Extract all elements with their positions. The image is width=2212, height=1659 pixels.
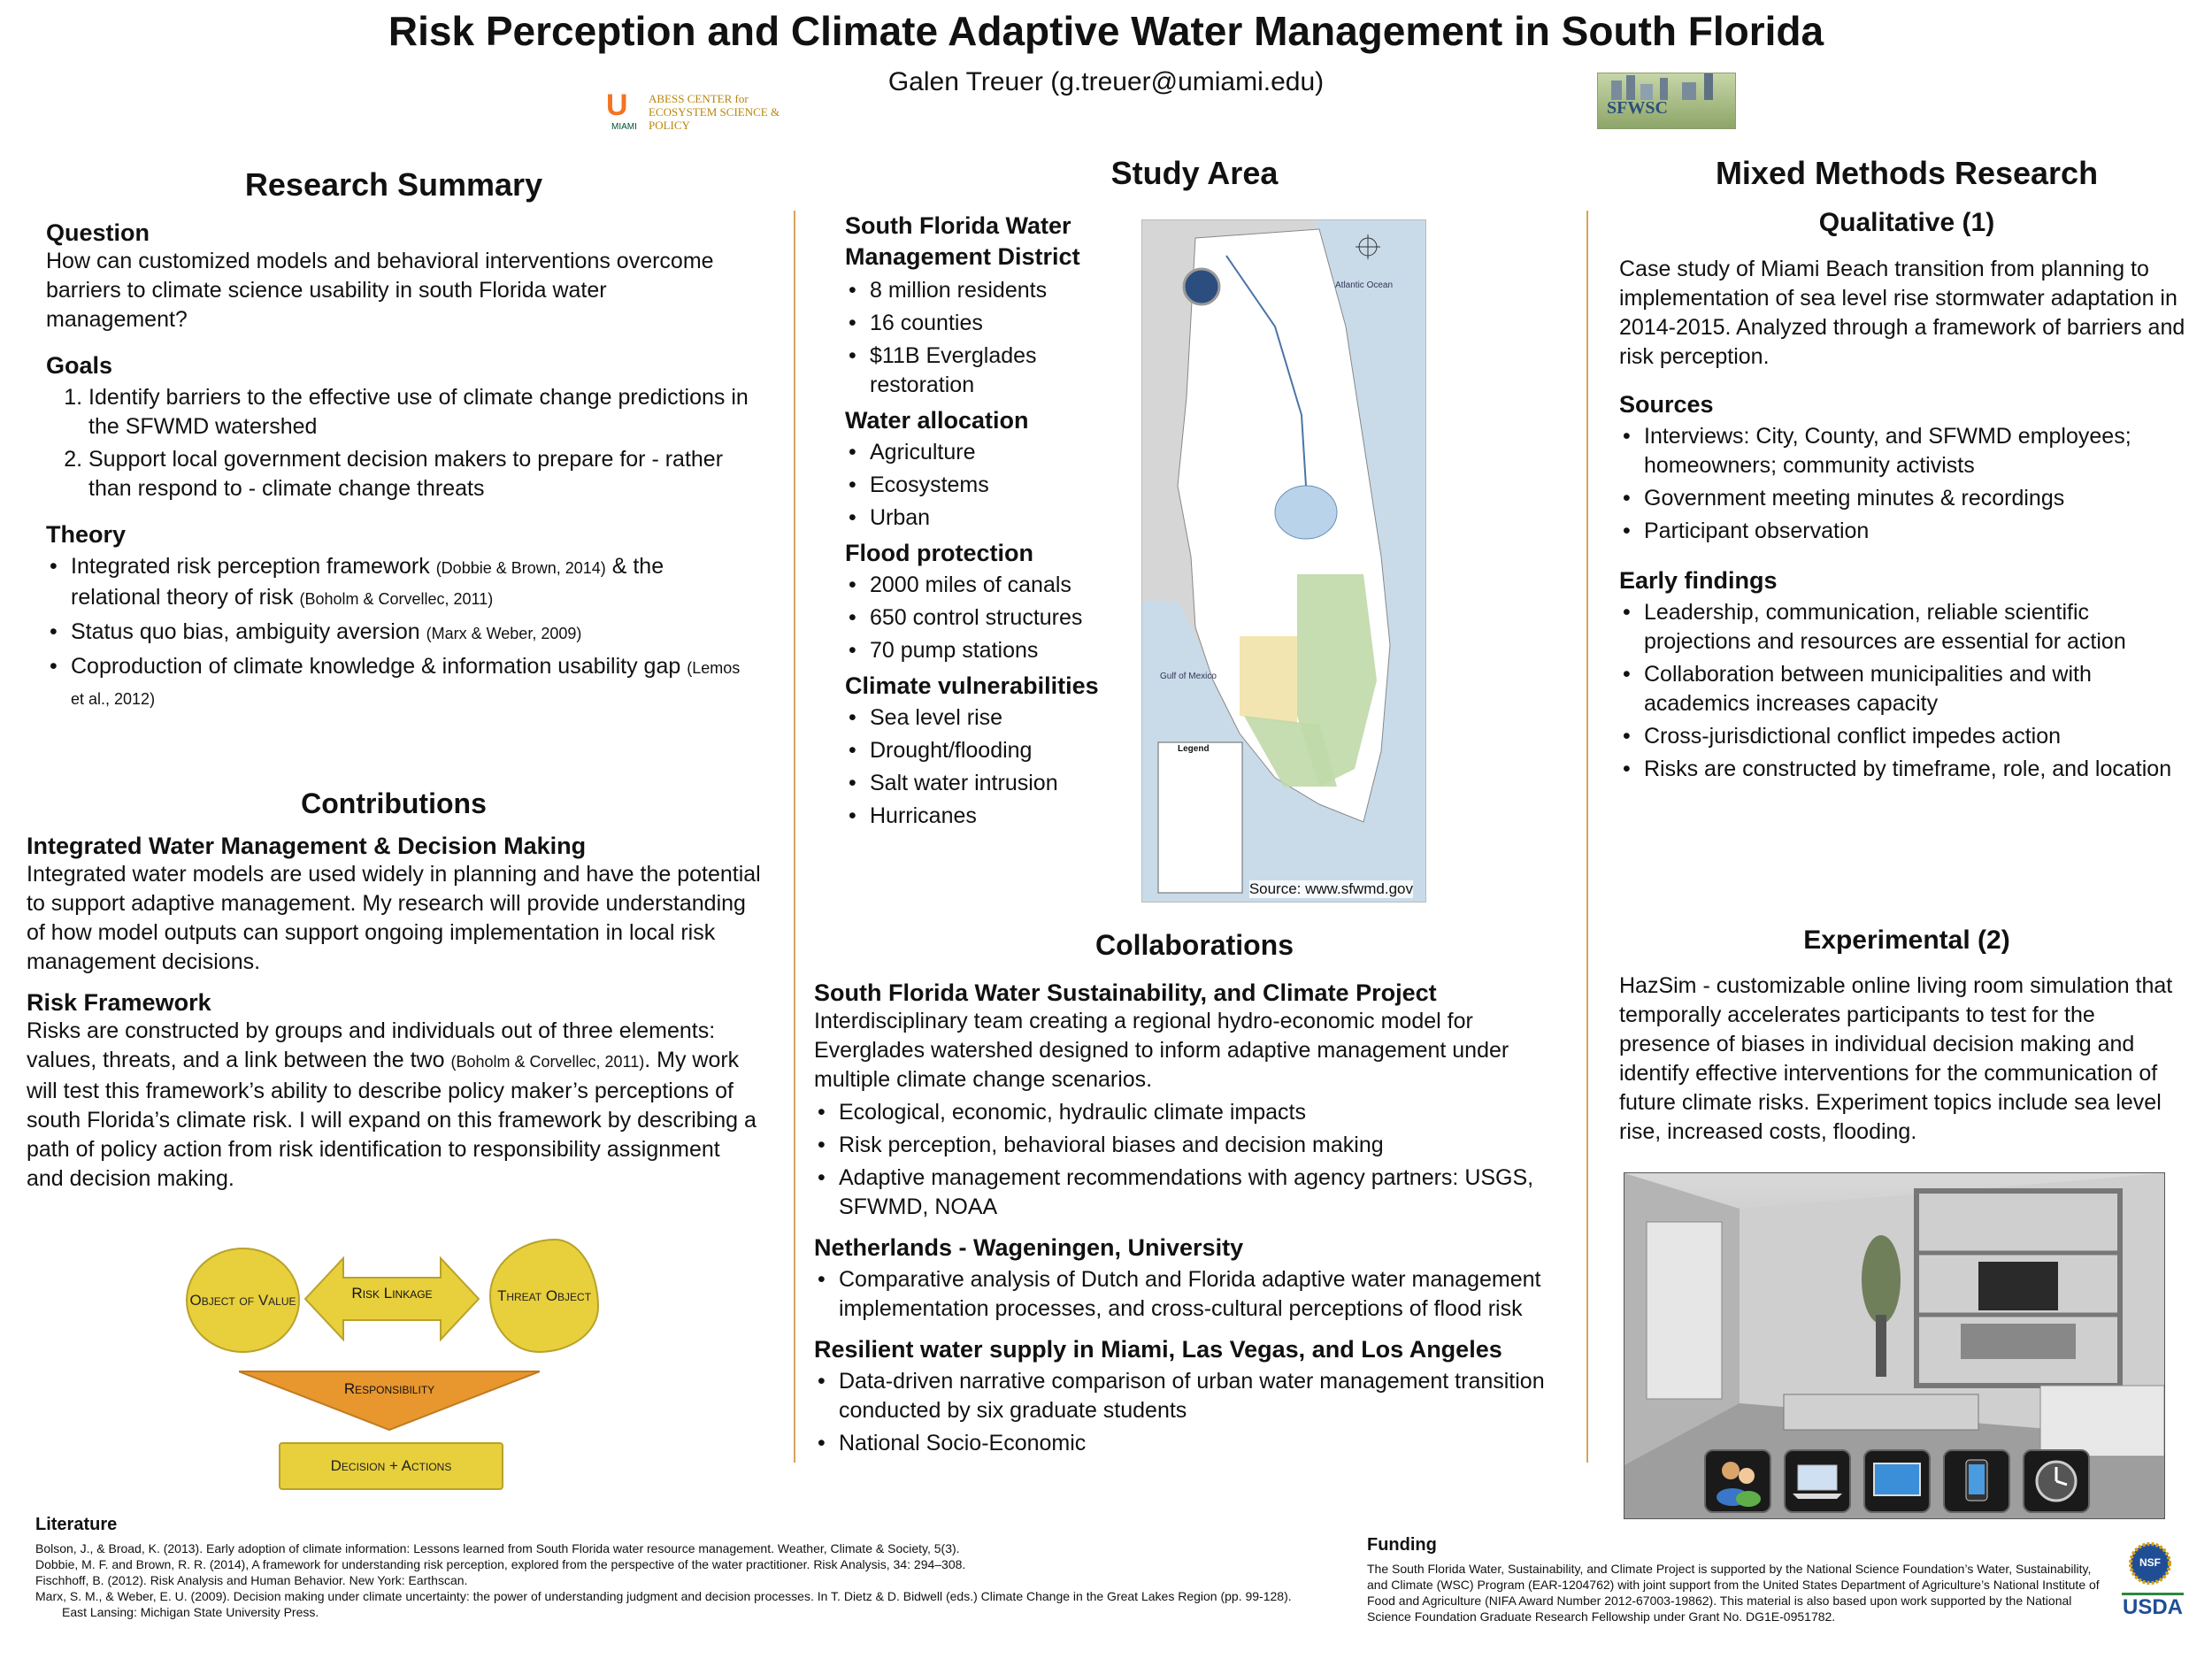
literature-section bbox=[35, 1515, 1292, 1620]
column-rule-left bbox=[794, 211, 795, 1463]
contributions-heading: Contributions bbox=[301, 787, 487, 819]
poster-title: Risk Perception and Climate Adaptive Water Management in South Florida bbox=[388, 8, 1824, 54]
sfwsc-logo-text: SFWSC bbox=[1607, 98, 1668, 118]
risk-framework-citation: (Boholm & Corvellec, 2011) bbox=[450, 1053, 645, 1071]
um-u-mark: U bbox=[606, 88, 628, 122]
theory-citation: (Marx & Weber, 2009) bbox=[426, 625, 582, 642]
qualitative-heading: Qualitative (1) bbox=[1818, 208, 1995, 237]
um-miami-text: MIAMI bbox=[611, 122, 637, 132]
theory-item bbox=[71, 618, 752, 649]
goal-item: 2. Support local government decision makers to prepare for - rather than respond to - climate change threats bbox=[88, 445, 752, 503]
sfwsc-logo bbox=[1597, 73, 1736, 129]
climate-item: • Drought/flooding bbox=[870, 736, 1137, 765]
allocation-item: • Ecosystems bbox=[870, 471, 1137, 500]
research-summary-heading: Research Summary bbox=[244, 166, 543, 203]
sfwsc-project-list bbox=[814, 1098, 1575, 1222]
sfwsc-project-item: • Risk perception, behavioral biases and decision making bbox=[839, 1131, 1575, 1160]
theory-heading: Theory bbox=[46, 521, 127, 548]
findings-item: • Cross-jurisdictional conflict impedes action bbox=[1644, 722, 2190, 751]
theory-item bbox=[71, 552, 752, 614]
abess-center-text: ABESS CENTER for ECOSYSTEM SCIENCE & POLICY bbox=[649, 92, 780, 132]
district-item: • 8 million residents bbox=[870, 276, 1137, 305]
allocation-item: • Urban bbox=[870, 503, 1137, 533]
experimental-text: HazSim - customizable online living room simulation that temporally accelerates participants to test for the presence of biases in individual decision making and identify effective interventions for the communication of future climate risks. Experiment topics include sea level rise, increased costs, flooding. bbox=[1619, 973, 2173, 1144]
findings-list bbox=[1619, 598, 2190, 784]
theory-text: Status quo bias, ambiguity aversion bbox=[71, 619, 426, 644]
resilient-water-heading: Resilient water supply in Miami, Las Vegas, and Los Angeles bbox=[814, 1336, 1502, 1363]
nsf-logo-text: NSF bbox=[2139, 1556, 2161, 1569]
funding-heading: Funding bbox=[1367, 1535, 1437, 1555]
experimental-heading-wrap bbox=[1606, 926, 2208, 956]
research-summary-section bbox=[35, 166, 752, 718]
findings-item: • Leadership, communication, reliable scientific projections and resources are essential for action bbox=[1644, 598, 2190, 657]
poster-author: Galen Treuer (g.treuer@umiami.edu) bbox=[887, 67, 1325, 96]
usda-logo: USDA bbox=[2122, 1593, 2184, 1620]
nsf-logo bbox=[2128, 1541, 2172, 1586]
findings-heading: Early findings bbox=[1619, 567, 1778, 594]
goals-list bbox=[46, 383, 752, 503]
mixed-methods-section bbox=[1606, 155, 2208, 238]
risk-linkage-label: Risk Linkage bbox=[351, 1285, 433, 1302]
literature-item: Marx, S. M., & Weber, E. U. (2009). Decision making under climate uncertainty: the power of understanding judgment and decision processes. In T. Dietz & D. Bidwell (eds.) Climate Change in the Great Lakes Region (pp. 99-128). East Lansing: Michigan State University Press. bbox=[35, 1589, 1292, 1619]
climate-list bbox=[845, 703, 1137, 831]
collaborations-section bbox=[814, 929, 1575, 1462]
decision-actions-box: Decision + Actions bbox=[279, 1442, 503, 1490]
sfwmd-map bbox=[1141, 219, 1426, 902]
time-machine-icon[interactable] bbox=[2023, 1449, 2090, 1513]
climate-item: • Sea level rise bbox=[870, 703, 1137, 733]
flood-heading: Flood protection bbox=[845, 540, 1033, 566]
flood-item: • 70 pump stations bbox=[870, 636, 1137, 665]
study-area-heading: Study Area bbox=[1110, 155, 1279, 191]
funding-section bbox=[1367, 1535, 2110, 1624]
laptop-icon[interactable] bbox=[1784, 1449, 1851, 1513]
risk-framework-text bbox=[27, 1017, 761, 1194]
resilient-water-item: • Data-driven narrative comparison of urban water management transition conducted by six graduate students bbox=[839, 1367, 1575, 1425]
qualitative-text: Case study of Miami Beach transition from planning to implementation of sea level rise stormwater adaptation in 2014-2015. Analyzed through a framework of barriers and risk perception. bbox=[1619, 257, 2185, 369]
theory-citation: (Dobbie & Brown, 2014) bbox=[435, 559, 606, 577]
responsibility-triangle bbox=[239, 1370, 540, 1432]
literature-heading: Literature bbox=[35, 1515, 118, 1534]
risk-framework-heading: Risk Framework bbox=[27, 989, 211, 1016]
study-area-heading-wrap bbox=[1035, 155, 1354, 192]
iwm-heading: Integrated Water Management & Decision Making bbox=[27, 833, 587, 859]
flood-item: • 650 control structures bbox=[870, 603, 1137, 633]
theory-text: Integrated risk perception framework bbox=[71, 554, 436, 579]
monitor-icon[interactable] bbox=[1863, 1449, 1931, 1513]
resilient-water-item: • National Socio-Economic bbox=[839, 1429, 1575, 1458]
findings-item: • Risks are constructed by timeframe, role, and location bbox=[1644, 755, 2190, 784]
phone-icon[interactable] bbox=[1943, 1449, 2010, 1513]
theory-item bbox=[71, 652, 752, 714]
sfwsc-project-text: Interdisciplinary team creating a regional hydro-economic model for Everglades watershed designed to inform adaptive management under multiple climate change scenarios. bbox=[814, 1009, 1509, 1092]
threat-object-shape: Threat Object bbox=[489, 1239, 599, 1353]
district-heading: South Florida Water Management District bbox=[845, 212, 1080, 270]
map-legend-label: Legend bbox=[1178, 744, 1210, 754]
risk-framework-text-part: Risks are constructed by groups and individuals out of three elements: values, threats, and a link between the two bbox=[27, 1018, 716, 1072]
sfwsc-project-item: • Adaptive management recommendations with agency partners: USGS, SFWMD, NOAA bbox=[839, 1164, 1575, 1222]
people-icon[interactable] bbox=[1704, 1449, 1771, 1513]
sfwsc-project-heading: South Florida Water Sustainability, and Climate Project bbox=[814, 979, 1437, 1006]
climate-item: • Hurricanes bbox=[870, 802, 1137, 831]
sources-list bbox=[1619, 422, 2190, 546]
theory-text: & the relational theory of risk bbox=[71, 554, 664, 610]
goals-heading: Goals bbox=[46, 352, 113, 379]
findings-item: • Collaboration between municipalities and with academics increases capacity bbox=[1644, 660, 2190, 718]
funding-text: The South Florida Water, Sustainability, and Climate Project is supported by the National Science Foundation’s Water, Sustainability, and Climate (WSC) Program (EAR-1204762) with joint support from the United States Department of Agriculture’s National Institute of Food and Agriculture (NIFA Award Number 2012-67003-19862). This material is also based upon work supported by the National Science Foundation Graduate Research Fellowship under Grant No. DG1E-0951782. bbox=[1367, 1562, 2100, 1624]
florida-map-illustration bbox=[1142, 220, 1425, 902]
theory-citation: (Boholm & Corvellec, 2011) bbox=[299, 590, 494, 608]
question-heading: Question bbox=[46, 219, 150, 246]
collaborations-heading: Collaborations bbox=[1094, 929, 1294, 961]
district-item: • $11B Everglades restoration bbox=[870, 342, 1137, 400]
theory-citation: (Lemos et al., 2012) bbox=[71, 659, 741, 708]
sources-item: • Interviews: City, County, and SFWMD employees; homeowners; community activists bbox=[1644, 422, 2190, 480]
experimental-heading: Experimental (2) bbox=[1803, 926, 2010, 955]
atlantic-ocean-label: Atlantic Ocean bbox=[1335, 280, 1394, 290]
district-list bbox=[845, 276, 1137, 400]
flood-item: • 2000 miles of canals bbox=[870, 571, 1137, 600]
skyline-icon bbox=[1598, 73, 1735, 100]
netherlands-list bbox=[814, 1265, 1575, 1324]
sources-item: • Government meeting minutes & recordings bbox=[1644, 484, 2190, 513]
hazsim-room-image bbox=[1624, 1172, 2165, 1519]
gulf-of-mexico-label: Gulf of Mexico bbox=[1160, 672, 1217, 681]
map-source-caption: Source: www.sfwmd.gov bbox=[1248, 880, 1413, 897]
theory-text: Coproduction of climate knowledge & information usability gap bbox=[71, 654, 687, 679]
contributions-section bbox=[27, 787, 761, 1194]
literature-item: Fischhoff, B. (2012). Risk Analysis and Human Behavior. New York: Earthscan. bbox=[35, 1573, 468, 1587]
resilient-water-list bbox=[814, 1367, 1575, 1458]
risk-framework-text-part: . My work will test this framework’s ability to describe policy maker’s perceptions of south Florida’s climate risk. I will expand on this framework by describing a path of policy action from risk identification to responsibility assignment and decision making. bbox=[27, 1048, 757, 1191]
study-area-list bbox=[845, 211, 1137, 834]
netherlands-heading: Netherlands - Wageningen, University bbox=[814, 1234, 1244, 1261]
allocation-heading: Water allocation bbox=[845, 407, 1029, 434]
literature-item: Bolson, J., & Broad, K. (2013). Early adoption of climate information: Lessons learned from South Florida water resource management. Weather, Climate & Society, 5(3). bbox=[35, 1541, 960, 1555]
netherlands-item: • Comparative analysis of Dutch and Florida adaptive water management implementation processes, and cross-cultural perceptions of flood risk bbox=[839, 1265, 1575, 1324]
qualitative-section bbox=[1619, 255, 2190, 787]
object-of-value-shape: Object of Value bbox=[186, 1248, 300, 1353]
iwm-text: Integrated water models are used widely in planning and have the potential to support adaptive management. My research will provide understanding of how model outputs can support ongoing implementation in local risk management decisions. bbox=[27, 862, 761, 974]
literature-item: Dobbie, M. F. and Brown, R. R. (2014), A framework for understanding risk perception, explored from the perspective of the water practitioner. Risk Analysis, 34: 294–308. bbox=[35, 1557, 966, 1571]
district-item: • 16 counties bbox=[870, 309, 1137, 338]
allocation-list bbox=[845, 438, 1137, 533]
theory-list bbox=[46, 552, 752, 714]
allocation-item: • Agriculture bbox=[870, 438, 1137, 467]
climate-item: • Salt water intrusion bbox=[870, 769, 1137, 798]
sources-item: • Participant observation bbox=[1644, 517, 2190, 546]
climate-heading: Climate vulnerabilities bbox=[845, 672, 1099, 699]
um-abess-logo bbox=[606, 88, 801, 142]
risk-framework-diagram bbox=[181, 1239, 606, 1495]
goal-item: 1. Identify barriers to the effective use of climate change predictions in the SFWMD watershed bbox=[88, 383, 752, 442]
column-rule-right bbox=[1586, 211, 1588, 1463]
question-text: How can customized models and behavioral interventions overcome barriers to climate science usability in south Florida water management? bbox=[46, 249, 714, 332]
sfwsc-project-item: • Ecological, economic, hydraulic climate impacts bbox=[839, 1098, 1575, 1127]
responsibility-label: Responsibility bbox=[343, 1380, 435, 1397]
sources-heading: Sources bbox=[1619, 391, 1714, 418]
mixed-methods-heading: Mixed Methods Research bbox=[1715, 155, 2099, 191]
flood-list bbox=[845, 571, 1137, 665]
